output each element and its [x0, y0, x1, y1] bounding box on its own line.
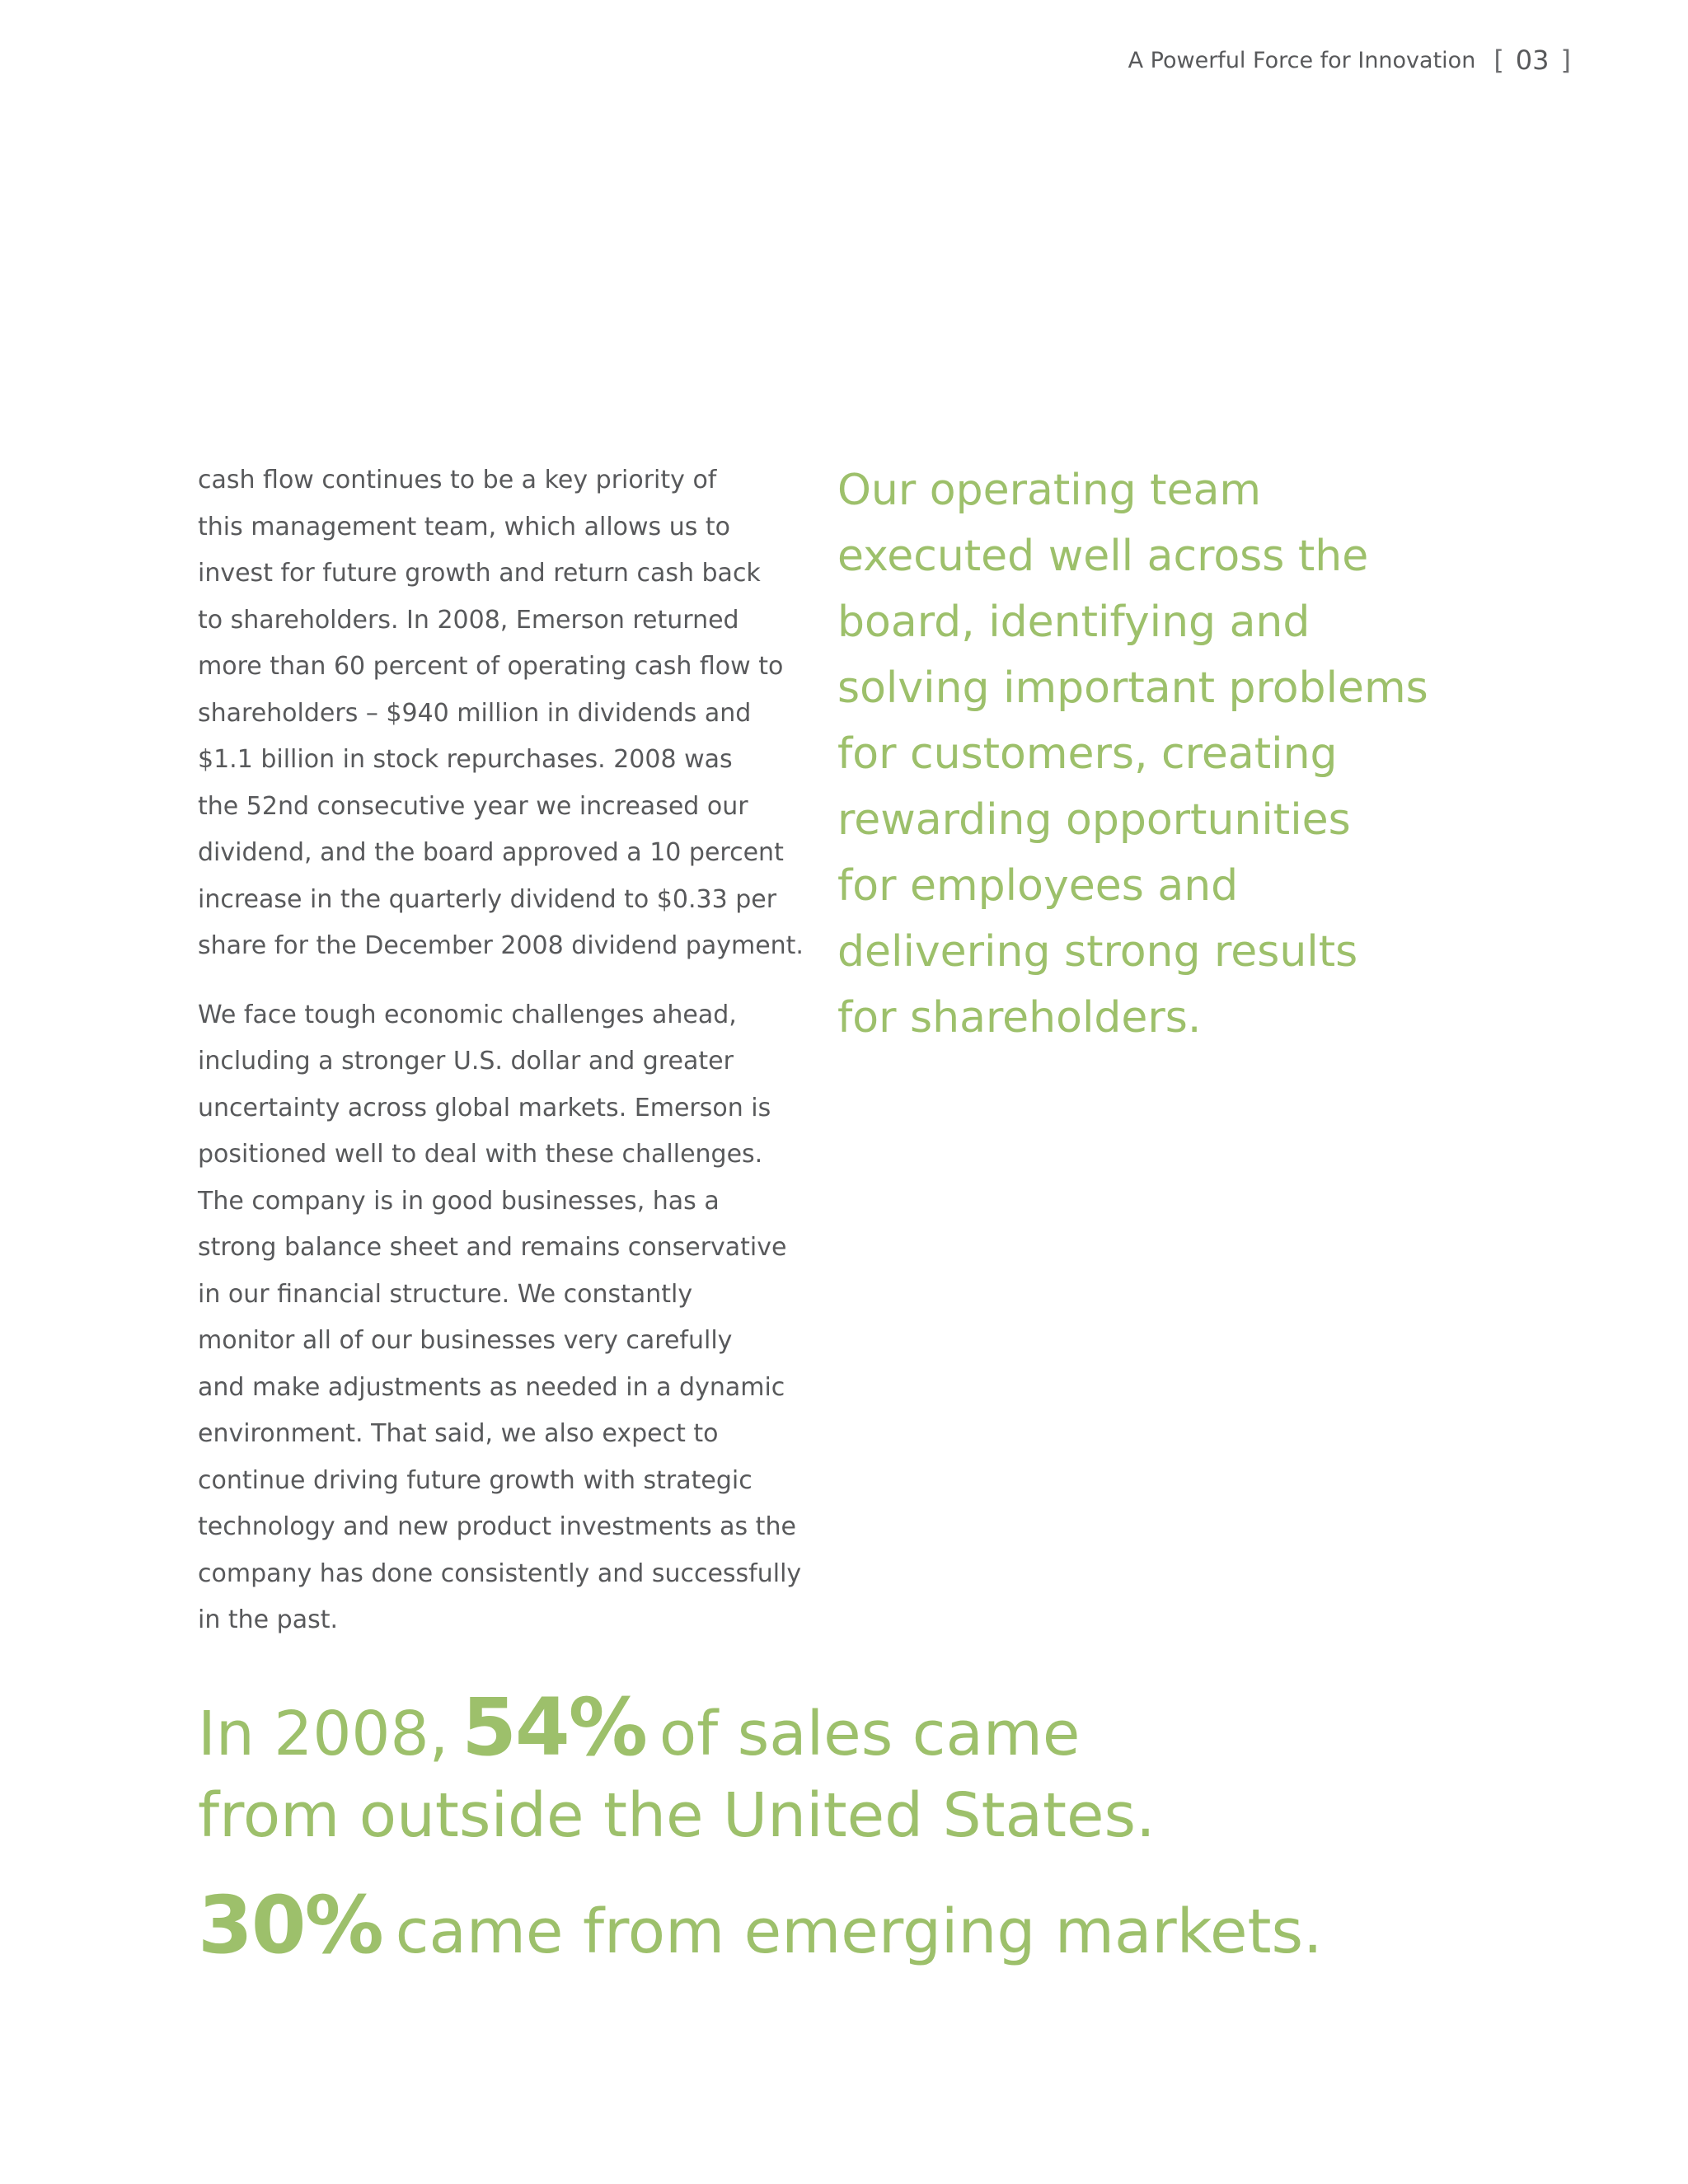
page-number-close-bracket: ]: [1560, 45, 1571, 76]
text-line: in our financial structure. We constantly: [198, 1279, 693, 1309]
stat-suffix: came from emerging markets.: [395, 1896, 1323, 1967]
stat-line-outside-us: [198, 1780, 1517, 1879]
text-line: dividend, and the board approved a 10 percent: [198, 838, 784, 867]
body-paragraph-1: [198, 457, 804, 970]
page-number-open-bracket: [: [1493, 45, 1504, 76]
pull-quote-line: delivering strong results: [837, 927, 1358, 977]
stat-line-emerging-markets: [198, 1879, 1517, 1986]
stat-suffix: of sales came: [659, 1699, 1081, 1769]
text-line: positioned well to deal with these challenges.: [198, 1140, 763, 1169]
body-paragraph-2: [198, 992, 802, 1644]
stat-continuation: from outside the United States.: [198, 1780, 1156, 1851]
stat-year-prefix: In 2008,: [198, 1699, 449, 1769]
text-line: cash flow continues to be a key priority of: [198, 466, 717, 494]
pull-quote-line: board, identifying and: [837, 598, 1311, 647]
text-line: this management team, which allows us to: [198, 512, 731, 541]
text-line: monitor all of our businesses very carefully: [198, 1326, 733, 1355]
page-number: 03: [1515, 45, 1550, 76]
text-line: increase in the quarterly dividend to $0.33 per: [198, 884, 777, 914]
text-line: $1.1 billion in stock repurchases. 2008 was: [198, 745, 733, 774]
text-line: including a stronger U.S. dollar and greater: [198, 1047, 734, 1076]
text-line: continue driving future growth with strategic: [198, 1465, 753, 1495]
text-line: invest for future growth and return cash back: [198, 559, 761, 588]
pull-quote-line: for shareholders.: [837, 993, 1202, 1043]
text-line: strong balance sheet and remains conservative: [198, 1233, 787, 1262]
text-line: the 52nd consecutive year we increased our: [198, 791, 748, 821]
text-line: share for the December 2008 dividend payment.: [198, 931, 804, 960]
text-line: to shareholders. In 2008, Emerson returned: [198, 605, 739, 635]
section-title: A Powerful Force for Innovation: [1128, 47, 1476, 73]
text-line: environment. That said, we also expect to: [198, 1419, 719, 1448]
text-line: shareholders – $940 million in dividends and: [198, 698, 752, 728]
pull-quote-line: rewarding opportunities: [837, 795, 1351, 845]
pull-quote-line: for employees and: [837, 861, 1239, 911]
body-text-column: [198, 457, 804, 1666]
pull-quote-line: for customers, creating: [837, 729, 1338, 779]
pull-quote-line: Our operating team: [837, 466, 1262, 515]
text-line: We face tough economic challenges ahead,: [198, 1000, 737, 1029]
pull-quote-line: executed well across the: [837, 532, 1369, 581]
pull-quote-line: solving important problems: [837, 663, 1428, 713]
text-line: company has done consistently and successfully: [198, 1558, 802, 1588]
running-header: [1128, 45, 1571, 76]
text-line: uncertainty across global markets. Emerson is: [198, 1093, 771, 1122]
text-line: and make adjustments as needed in a dynamic: [198, 1372, 785, 1402]
sales-stats-callout: [198, 1681, 1517, 1986]
international-sales-percentage: 54%: [462, 1681, 646, 1774]
text-line: in the past.: [198, 1605, 339, 1634]
text-line: technology and new product investments as the: [198, 1512, 796, 1541]
stat-line-international-sales: [198, 1681, 1517, 1780]
text-line: The company is in good businesses, has a: [198, 1186, 720, 1216]
pull-quote: [837, 457, 1464, 1051]
text-line: more than 60 percent of operating cash flow to: [198, 652, 784, 681]
emerging-markets-percentage: 30%: [198, 1879, 382, 1971]
